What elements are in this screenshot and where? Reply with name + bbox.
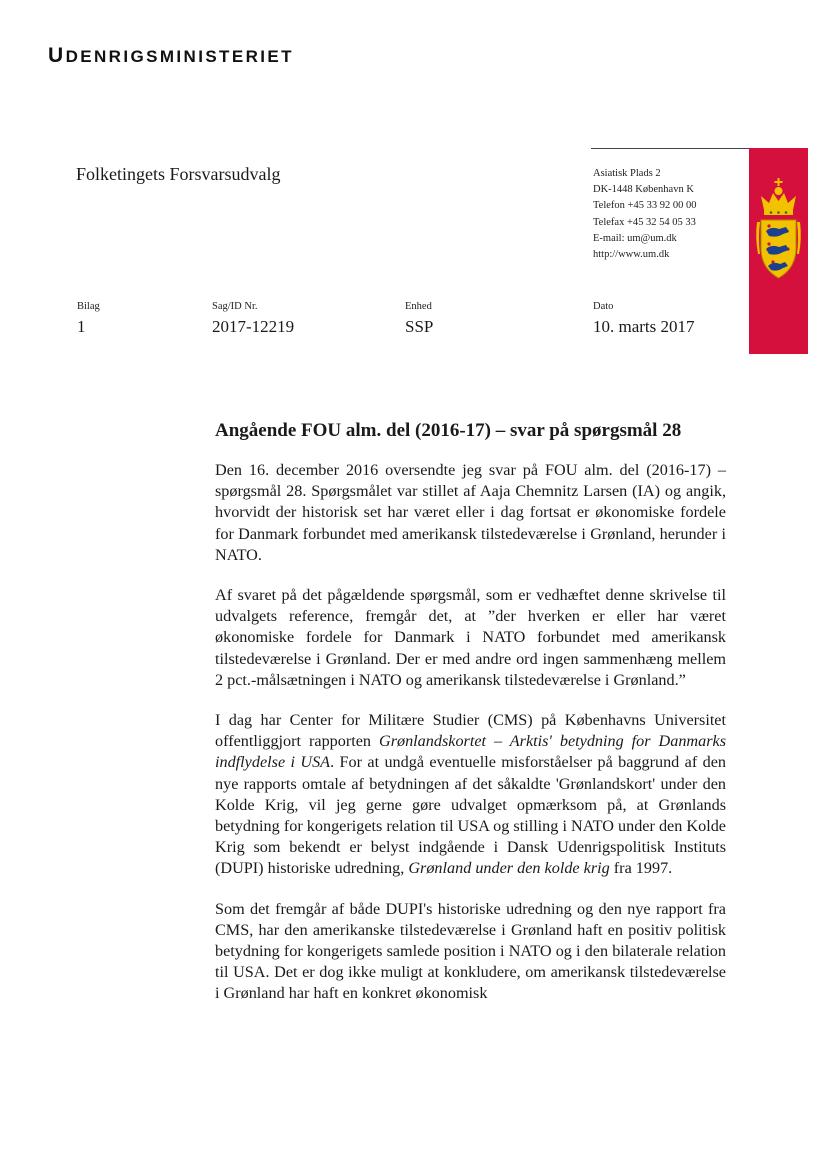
paragraph-text: I dag har Center for Militære Studier (CMS) på Københavns Universitet offentliggjort rapporten <box>215 711 726 751</box>
case-id-label: Sag/ID Nr. <box>212 301 258 312</box>
paragraph-text: fra 1997. <box>609 859 673 878</box>
ministry-name-rest: DENRIGSMINISTERIET <box>65 47 294 66</box>
address-email: E-mail: um@um.dk <box>593 232 677 244</box>
bilag-label: Bilag <box>77 301 100 312</box>
header-rule <box>591 148 749 149</box>
recipient: Folketingets Forsvarsudvalg <box>76 164 281 184</box>
address-website: http://www.um.dk <box>593 249 670 261</box>
paragraph <box>215 710 726 880</box>
bilag-value: 1 <box>77 317 86 336</box>
letter-title: Angående FOU alm. del (2016-17) – svar på spørgsmål 28 <box>215 420 682 441</box>
unit-label: Enhed <box>405 301 432 312</box>
unit-value: SSP <box>405 317 434 336</box>
coat-of-arms-icon <box>755 176 802 284</box>
paragraph-text: . For at undgå eventuelle misforståelser på baggrund af den nye rapports omtale af betydningen af det såkaldte 'Grønlandskort' under den Kolde Krig, vil jeg gerne gøre udvalget opmærksom på, at Grønlands betydning for kongerigets relation til USA og stilling i NATO under den Kolde Krig som bekendt er belyst indgående i Dansk Udenrigspolitisk Instituts (DUPI) historiske udredning, <box>215 753 726 878</box>
report-title: Grønlandskortet – Arktis' betydning for Danmarks indflydelse i USA <box>215 732 726 772</box>
crest-bar <box>749 148 808 354</box>
ministry-name <box>48 44 294 68</box>
address-line: Asiatisk Plads 2 <box>593 168 661 179</box>
address-line: DK-1448 København K <box>593 184 694 196</box>
paragraph: Den 16. december 2016 oversendte jeg svar på FOU alm. del (2016-17) – spørgsmål 28. Spørgsmålet var stillet af Aaja Chemnitz Larsen (IA) og angik, hvorvidt der historisk set har været eller i dag fortsat er økonomiske fordele for Danmark forbundet med amerikansk tilstedeværelse i Grønland, herunder i NATO. <box>215 461 726 564</box>
sender-address <box>593 166 696 263</box>
case-id-value: 2017-12219 <box>212 317 295 336</box>
date-label: Dato <box>593 301 614 312</box>
paragraph: Af svaret på det pågældende spørgsmål, som er vedhæftet denne skrivelse til udvalgets reference, fremgår det, at ”der hverken er eller har været økonomiske fordele for Danmark i NATO forbundet med amerikansk tilstedeværelse i Grønland. Der er med andre ord ingen sammenhæng mellem 2 pct.-målsætningen i NATO og amerikansk tilstedeværelse i Grønland.” <box>215 586 726 689</box>
address-line: Telefon +45 33 92 00 00 <box>593 200 697 212</box>
address-line: Telefax +45 32 54 05 33 <box>593 216 696 228</box>
ministry-name-initial: U <box>48 44 66 67</box>
date-value: 10. marts 2017 <box>593 317 695 336</box>
paragraph: Som det fremgår af både DUPI's historiske udredning og den nye rapport fra CMS, har den amerikanske tilstedeværelse i Grønland haft en positiv politisk betydning for kongerigets samlede position i NATO og i den bilaterale relation til USA. Det er dog ikke muligt at konkludere, om amerikansk tilstedeværelse i Grønland har haft en konkret økonomisk <box>215 899 726 1003</box>
letter-body <box>215 460 726 1024</box>
report-title: Grønland under den kolde krig <box>408 859 610 878</box>
